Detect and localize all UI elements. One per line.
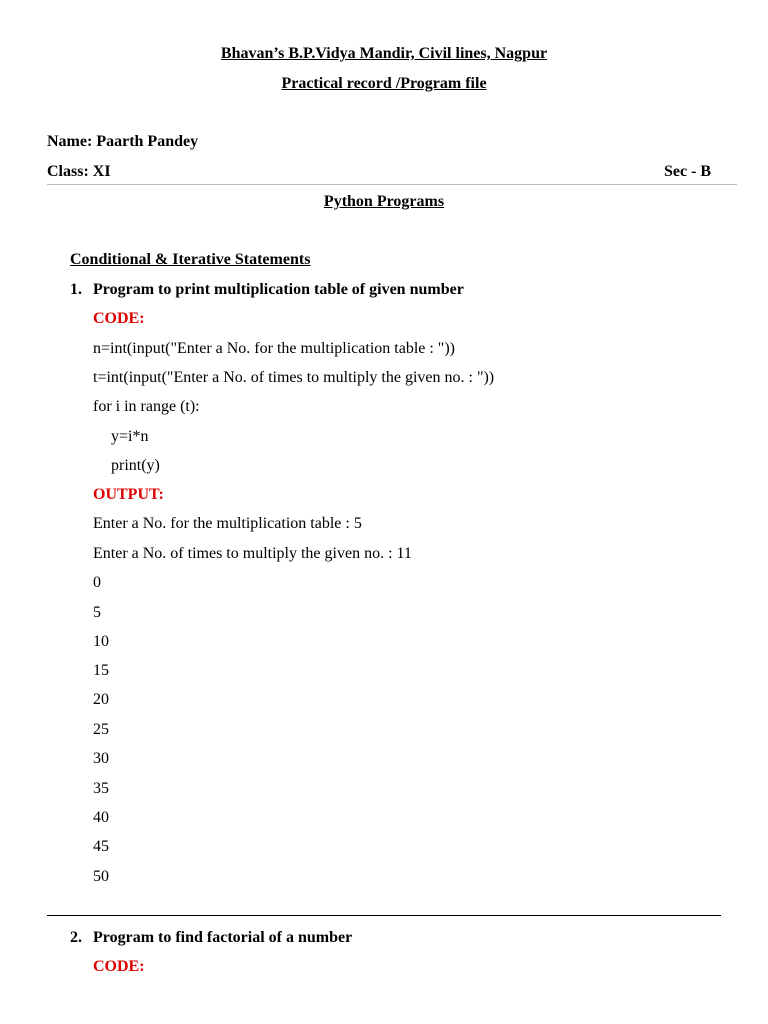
output-line: Enter a No. for the multiplication table : 5 <box>93 515 362 532</box>
program-title: Program to find factorial of a number <box>93 929 353 946</box>
code-line: t=int(input("Enter a No. of times to multiply the given no. : ")) <box>93 369 495 386</box>
output-line: 50 <box>93 868 109 885</box>
code-line: for i in range (t): <box>93 398 200 415</box>
output-line: 30 <box>93 750 109 767</box>
output-line: 10 <box>93 633 109 650</box>
code-line: print(y) <box>111 457 160 474</box>
output-line: 20 <box>93 691 109 708</box>
code-label: CODE: <box>93 958 145 975</box>
output-line: 45 <box>93 838 109 855</box>
code-line: y=i*n <box>111 428 149 445</box>
program-divider <box>47 915 721 916</box>
student-name: Name: Paarth Pandey <box>47 133 199 150</box>
student-section: Sec - B <box>664 163 712 180</box>
program-number: 1. <box>70 281 82 298</box>
code-label: CODE: <box>93 310 145 327</box>
output-line: 5 <box>93 604 101 621</box>
output-label: OUTPUT: <box>93 486 164 503</box>
code-line: n=int(input("Enter a No. for the multiplication table : ")) <box>93 340 455 357</box>
school-name: Bhavan’s B.P.Vidya Mandir, Civil lines, Nagpur <box>220 45 548 62</box>
output-line: 25 <box>93 721 109 738</box>
program-title: Program to print multiplication table of given number <box>93 281 464 298</box>
program-number: 2. <box>70 929 82 946</box>
output-line: 0 <box>93 574 101 591</box>
info-divider <box>47 184 737 185</box>
output-line: 15 <box>93 662 109 679</box>
output-line: 40 <box>93 809 109 826</box>
output-line: 35 <box>93 780 109 797</box>
section-title: Python Programs <box>323 193 445 210</box>
record-title: Practical record /Program file <box>281 75 487 92</box>
student-class: Class: XI <box>47 163 111 180</box>
output-line: Enter a No. of times to multiply the given no. : 11 <box>93 545 412 562</box>
topic-heading: Conditional & Iterative Statements <box>70 251 311 268</box>
